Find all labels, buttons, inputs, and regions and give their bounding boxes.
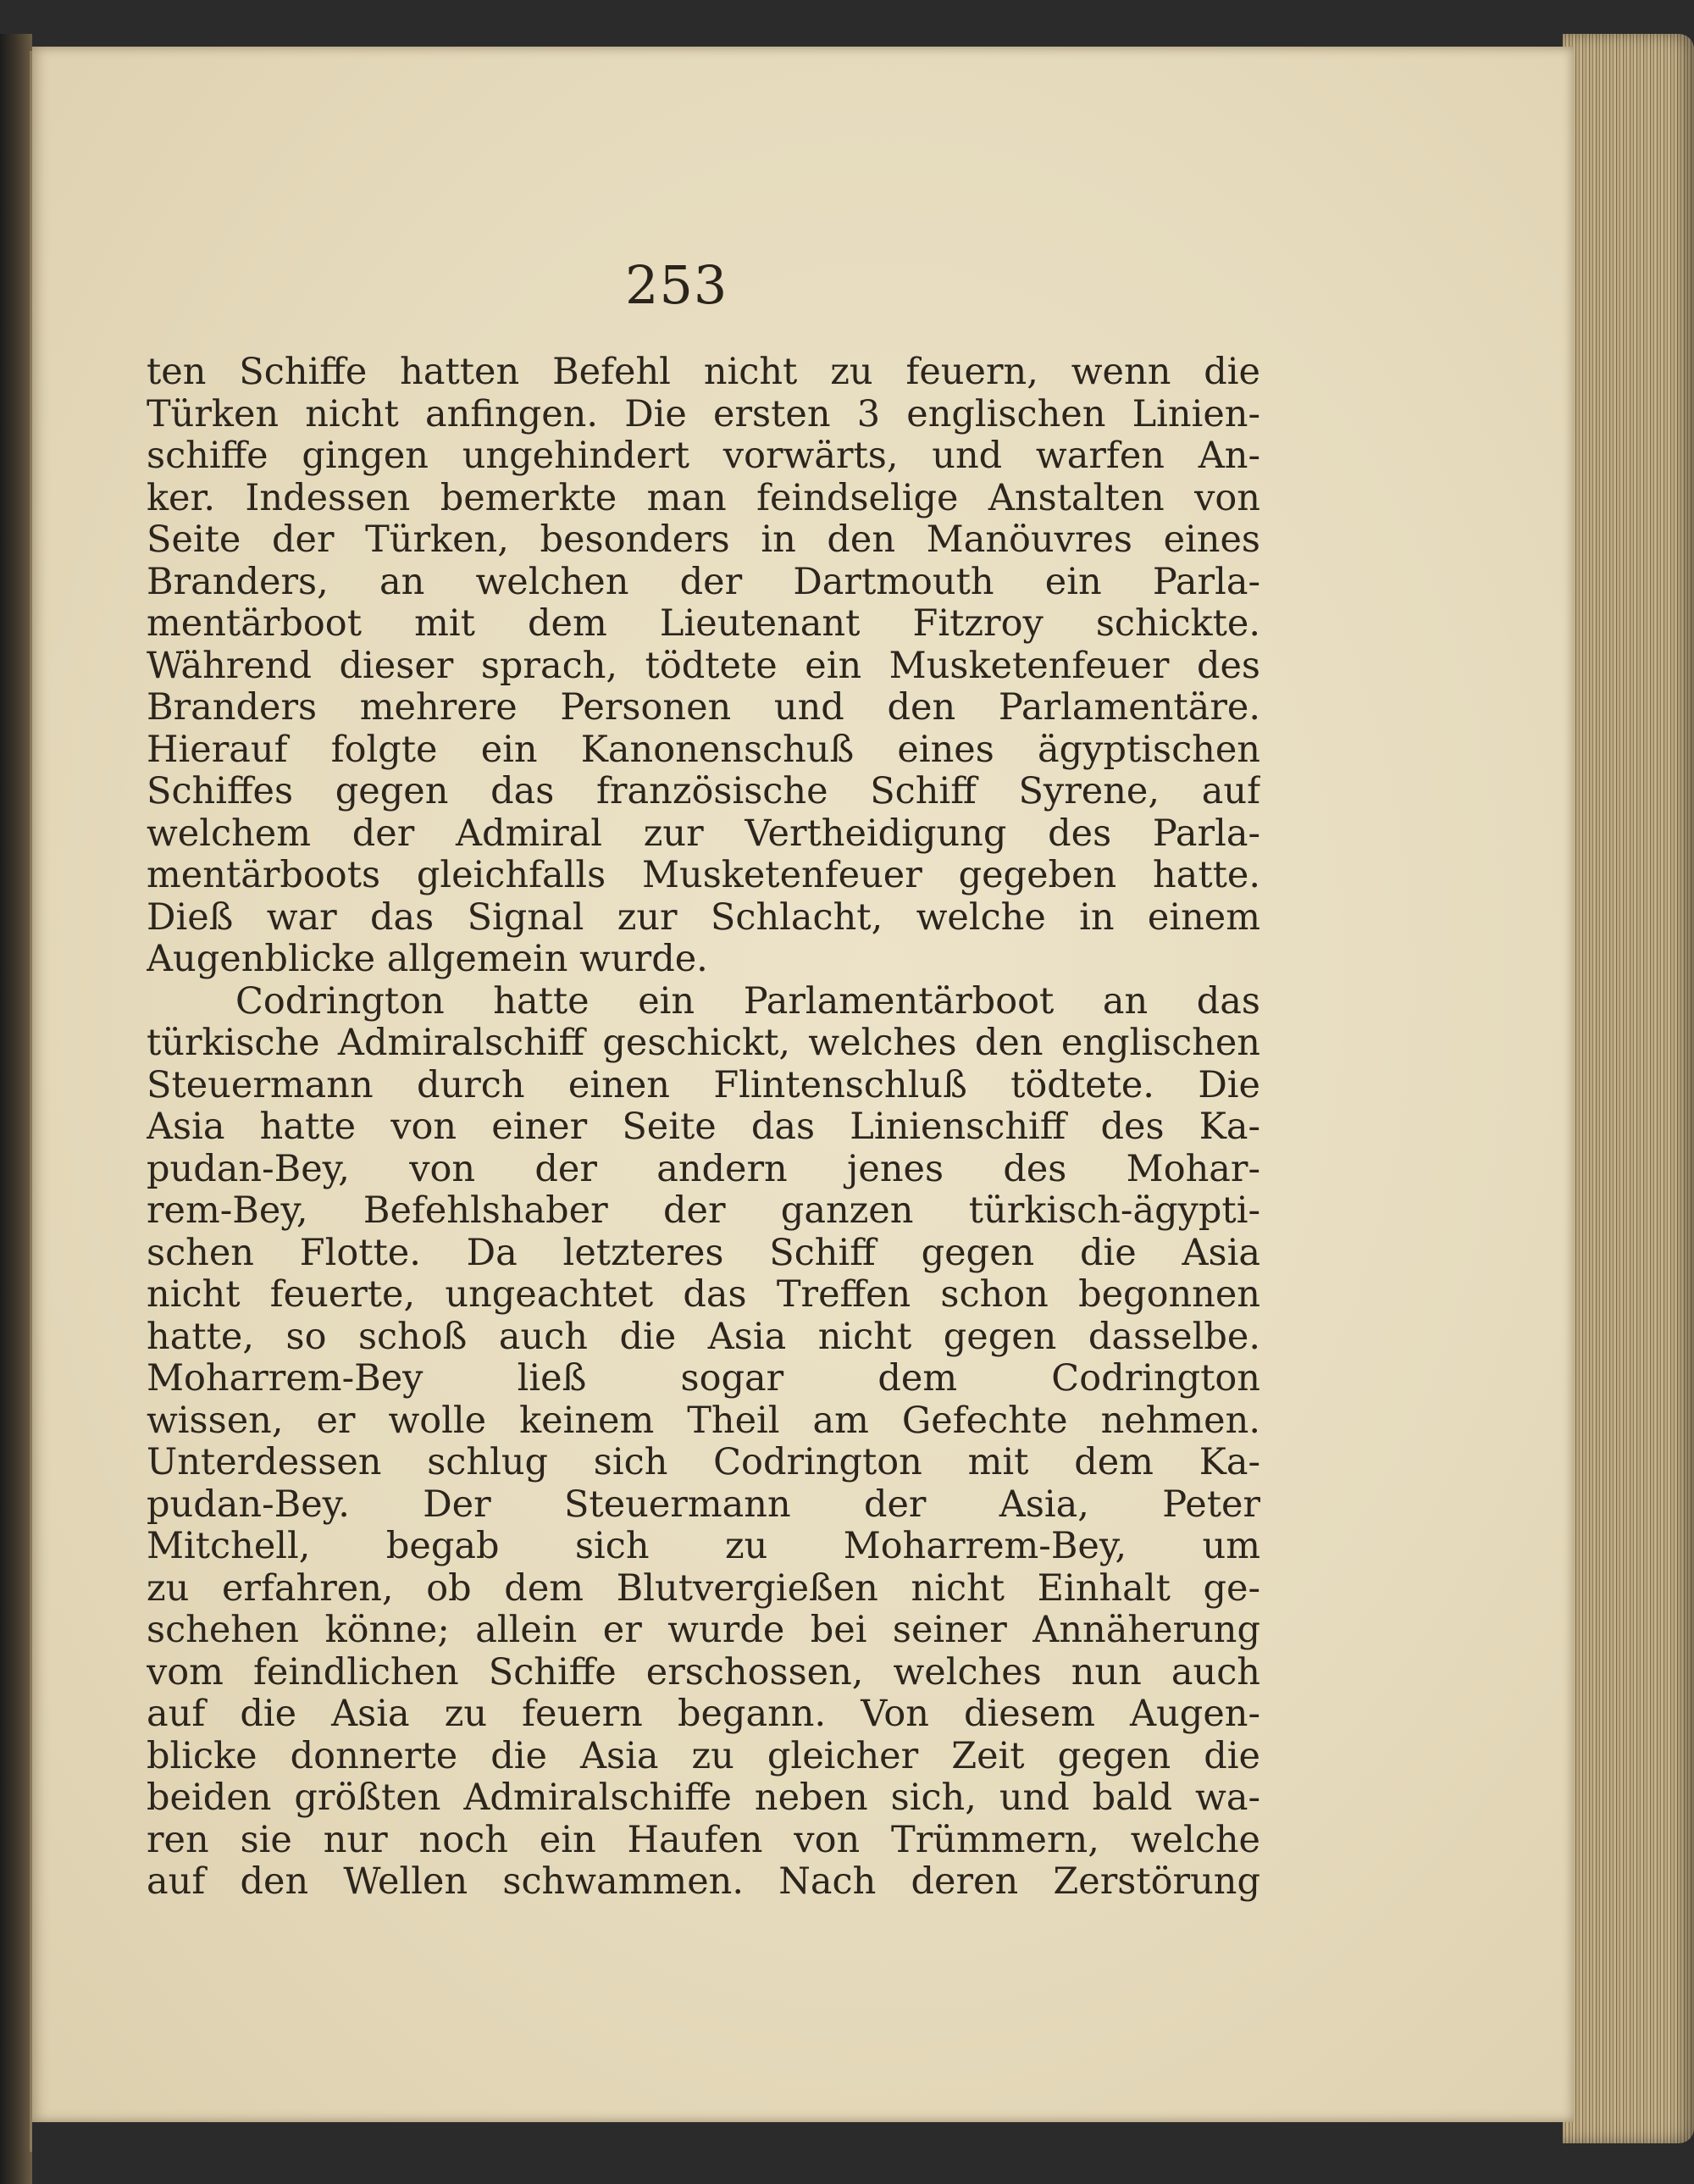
page-number: 253 — [625, 254, 728, 316]
text-line: pudan-Bey. Der Steuermann der Asia, Peter — [147, 1483, 1260, 1526]
text-line: Asia hatte von einer Seite das Linienschiff des Ka- — [147, 1106, 1260, 1148]
text-line: mentärboots gleichfalls Musketenfeuer gegeben hatte. — [147, 855, 1260, 896]
text-line: ten Schiffe hatten Befehl nicht zu feuern, wenn die — [147, 352, 1260, 393]
text-line: mentärboot mit dem Lieutenant Fitzroy schickte. — [147, 603, 1260, 645]
text-line: Branders mehrere Personen und den Parlamentäre. — [147, 687, 1260, 729]
binding-edge — [0, 34, 32, 2184]
text-line-paragraph-start: Codrington hatte ein Parlamentärboot an das — [235, 980, 1260, 1023]
text-line: nicht feuerte, ungeachtet das Treffen schon begonnen — [147, 1274, 1260, 1316]
text-line: Dieß war das Signal zur Schlacht, welche in einem — [147, 896, 1260, 939]
text-line: welchem der Admiral zur Vertheidigung des Parla- — [147, 812, 1260, 855]
text-line: rem-Bey, Befehlshaber der ganzen türkisch-ägypti- — [147, 1190, 1260, 1232]
text-line: ker. Indessen bemerkte man feindselige Anstalten von — [147, 477, 1260, 519]
text-line: beiden größten Admiralschiffe neben sich, und bald wa- — [147, 1777, 1260, 1819]
text-line: schehen könne; allein er wurde bei seiner Annäherung — [147, 1610, 1260, 1651]
text-line: auf den Wellen schwammen. Nach deren Zerstörung — [147, 1861, 1260, 1903]
text-line: Moharrem-Bey ließ sogar dem Codrington — [147, 1358, 1260, 1400]
text-line: Türken nicht anfingen. Die ersten 3 englischen Linien- — [147, 393, 1260, 435]
page-stack-edge — [1563, 34, 1694, 2143]
text-line: wissen, er wolle keinem Theil am Gefechte nehmen. — [147, 1400, 1260, 1442]
book-page — [32, 47, 1574, 2122]
text-line: Steuermann durch einen Flintenschluß tödtete. Die — [147, 1064, 1260, 1106]
text-line: Während dieser sprach, tödtete ein Musketenfeuer des — [147, 645, 1260, 687]
text-line: pudan-Bey, von der andern jenes des Mohar- — [147, 1148, 1260, 1190]
text-line: Unterdessen schlug sich Codrington mit dem Ka- — [147, 1442, 1260, 1483]
text-line: Branders, an welchen der Dartmouth ein Parla- — [147, 561, 1260, 603]
text-line: schiffe gingen ungehindert vorwärts, und warfen An- — [147, 435, 1260, 477]
text-line: hatte, so schoß auch die Asia nicht gegen dasselbe. — [147, 1316, 1260, 1358]
text-line-paragraph-end: Augenblicke allgemein wurde. — [147, 939, 708, 980]
text-line: Mitchell, begab sich zu Moharrem-Bey, um — [147, 1526, 1260, 1567]
text-line: Seite der Türken, besonders in den Manöuvres eines — [147, 519, 1260, 561]
text-line: Hierauf folgte ein Kanonenschuß eines ägyptischen — [147, 729, 1260, 771]
text-line: auf die Asia zu feuern begann. Von diesem Augen- — [147, 1693, 1260, 1735]
text-line: blicke donnerte die Asia zu gleicher Zeit gegen die — [147, 1735, 1260, 1777]
text-line: vom feindlichen Schiffe erschossen, welches nun auch — [147, 1651, 1260, 1693]
text-line: türkische Admiralschiff geschickt, welches den englischen — [147, 1023, 1260, 1064]
text-line: schen Flotte. Da letzteres Schiff gegen die Asia — [147, 1232, 1260, 1274]
text-line: Schiffes gegen das französische Schiff Syrene, auf — [147, 771, 1260, 812]
text-line: zu erfahren, ob dem Blutvergießen nicht Einhalt ge- — [147, 1567, 1260, 1610]
text-line: ren sie nur noch ein Haufen von Trümmern, welche — [147, 1819, 1260, 1861]
body-text — [147, 352, 1260, 1904]
